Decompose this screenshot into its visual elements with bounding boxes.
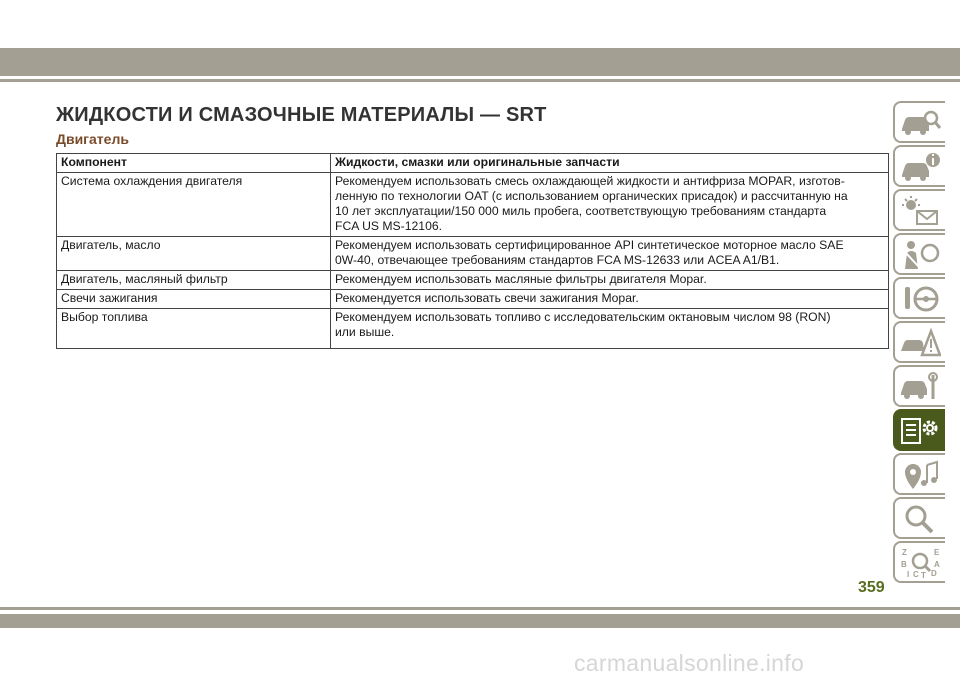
tab-starting-driving[interactable] bbox=[893, 277, 945, 319]
svg-text:Z: Z bbox=[902, 548, 907, 557]
tab-servicing[interactable] bbox=[893, 365, 945, 407]
column-header-fluids: Жидкости, смазки или оригинальные запчасти bbox=[331, 154, 889, 173]
svg-text:T: T bbox=[921, 571, 926, 579]
table-row bbox=[57, 290, 889, 309]
table-row bbox=[57, 237, 889, 271]
component-cell: Выбор топлива bbox=[57, 309, 331, 349]
steering-wheel-key-icon bbox=[899, 283, 941, 315]
table-row bbox=[57, 271, 889, 290]
header-band bbox=[0, 48, 960, 76]
specifications-gear-icon bbox=[899, 415, 941, 447]
component-cell: Двигатель, масляный фильтр bbox=[57, 271, 331, 290]
spec-line: или выше. bbox=[335, 325, 395, 339]
tab-emergency[interactable] bbox=[893, 321, 945, 363]
spec-cell bbox=[331, 173, 889, 237]
fluids-table bbox=[56, 153, 889, 349]
warning-light-message-icon bbox=[899, 195, 941, 227]
spec-cell bbox=[331, 271, 889, 290]
hazard-triangle-car-icon bbox=[899, 327, 941, 359]
page-title: ЖИДКОСТИ И СМАЗОЧНЫЕ МАТЕРИАЛЫ — SRT bbox=[56, 104, 547, 126]
footer-rule bbox=[0, 607, 960, 610]
header-rule bbox=[0, 79, 960, 82]
spec-cell bbox=[331, 237, 889, 271]
spec-cell bbox=[331, 309, 889, 349]
table-row bbox=[57, 173, 889, 237]
svg-text:A: A bbox=[934, 560, 940, 569]
column-header-component: Компонент bbox=[57, 154, 331, 173]
tab-car-info[interactable] bbox=[893, 145, 945, 187]
tab-car-inspection[interactable] bbox=[893, 101, 945, 143]
svg-text:E: E bbox=[934, 548, 940, 557]
spec-line: 10 лет эксплуатации/150 000 миль пробега, соответствующую требованиям стандарта bbox=[335, 204, 827, 218]
tab-safety[interactable] bbox=[893, 233, 945, 275]
svg-text:C: C bbox=[913, 570, 919, 579]
spec-line: 0W-40, отвечающее требованиям стандартов FCA MS-12633 или ACEA A1/B1. bbox=[335, 253, 780, 267]
car-info-icon bbox=[899, 151, 941, 183]
car-wrench-icon bbox=[899, 371, 941, 403]
spec-line: ленную по технологии OAT (с использованием органических присадок) и рассчитанную на bbox=[335, 189, 848, 203]
table-header-row bbox=[57, 154, 889, 173]
component-cell: Свечи зажигания bbox=[57, 290, 331, 309]
spec-line: Рекомендуем использовать топливо с исследовательским октановым числом 98 (RON) bbox=[335, 310, 831, 324]
multimedia-note-icon bbox=[899, 459, 941, 491]
svg-text:B: B bbox=[901, 560, 907, 569]
page-number: 359 bbox=[858, 579, 885, 596]
tab-specifications[interactable] bbox=[893, 409, 945, 451]
component-cell: Система охлаждения двигателя bbox=[57, 173, 331, 237]
tab-warning-lights[interactable] bbox=[893, 189, 945, 231]
spec-line: Рекомендуем использовать сертифицированное API синтетическое моторное масло SAE bbox=[335, 238, 844, 252]
spec-line: FCA US MS-12106. bbox=[335, 219, 443, 233]
tab-multimedia[interactable] bbox=[893, 453, 945, 495]
tab-alphabet-index[interactable] bbox=[893, 541, 945, 583]
watermark: carmanualsonline.info bbox=[574, 650, 805, 676]
svg-text:D: D bbox=[931, 569, 937, 578]
component-cell: Двигатель, масло bbox=[57, 237, 331, 271]
alphabet-index-icon bbox=[899, 547, 941, 579]
seatbelt-airbag-icon bbox=[899, 239, 941, 271]
section-subtitle: Двигатель bbox=[56, 131, 129, 147]
spec-line: Рекомендуем использовать масляные фильтры двигателя Mopar. bbox=[335, 272, 707, 286]
spec-cell bbox=[331, 290, 889, 309]
svg-text:I: I bbox=[907, 570, 910, 579]
table-row bbox=[57, 309, 889, 349]
tab-index-search[interactable] bbox=[893, 497, 945, 539]
car-magnifier-icon bbox=[899, 107, 941, 139]
spec-line: Рекомендуется использовать свечи зажигания Mopar. bbox=[335, 291, 639, 305]
footer-band bbox=[0, 614, 960, 628]
spec-line: Рекомендуем использовать смесь охлаждающей жидкости и антифриза MOPAR, изготов- bbox=[335, 174, 845, 188]
index-search-icon bbox=[899, 503, 941, 535]
